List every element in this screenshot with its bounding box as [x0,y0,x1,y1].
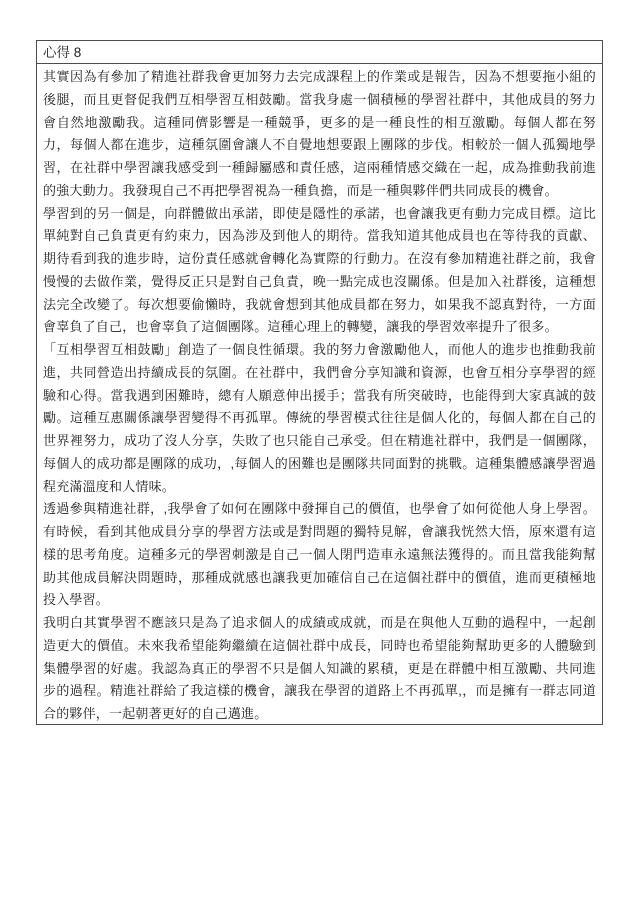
table-body-row [37,64,603,725]
paragraph-5: 我明白其實學習不應該只是為了追求個人的成績或成就，而是在與他人互動的過程中，一起創造更大的價值。未來我希望能夠繼續在這個社群中成長，同時也希望能夠幫助更多的人體驗到集體學習的好處。我認為真正的學習不只是個人知識的累積，更是在群體中相互激勵、共同進步的過程。精進社群給了我這樣的機會，讓我在學習的道路上不再孤單,，而是擁有一群志同道合的夥伴，一起朝著更好的自己邁進。 [43,615,596,721]
table-header-row [37,41,603,64]
section-title: 心得 8 [43,45,82,60]
table-body-cell [37,64,603,725]
reflection-table [36,40,603,725]
paragraph-2: 學習到的另一個是，向群體做出承諾，即使是隱性的承諾，也會讓我更有動力完成目標。這比單純對自己負責更有約束力，因為涉及到他人的期待。當我知道其他成員也在等待我的貢獻、期待看到我的進步時，這份責任感就會轉化為實際的行動力。在沒有參加精進社群之前，我會慢慢的去做作業，覺得反正只是對自己負責，晚一點完成也沒關係。但是加入社群後，這種想法完全改變了。每次想要偷懶時，我就會想到其他成員都在努力，如果我不認真對待，一方面會辜負了自己，也會辜負了這個團隊。這種心理上的轉變，讓我的學習效率提升了很多。 [43,205,596,335]
paragraph-4: 透過參與精進社群，,我學會了如何在團隊中發揮自己的價值，也學會了如何從他人身上學習。有時候，看到其他成員分享的學習方法或是對問題的獨特見解，會讓我恍然大悟，原來還有這樣的思考角度。這種多元的學習刺激是自己一個人閉門造車永遠無法獲得的。而且當我能夠幫助其他成員解決問題時，那種成就感也讓我更加確信自己在這個社群中的價值，進而更積極地投入學習。 [43,501,596,608]
paragraph-1: 其實因為有參加了精進社群我會更加努力去完成課程上的作業或是報告，因為不想要拖小組的後腿，而且更督促我們互相學習互相鼓勵。當我身處一個積極的學習社群中，其他成員的努力會自然地激勵我。這種同儕影響是一種競爭，更多的是一種良性的相互激勵。每個人都在努力，每個人都在進步，這種氛圍會讓人不自覺地想要跟上團隊的步伐。相較於一個人孤獨地學習，在社群中學習讓我感受到一種歸屬感和責任感，這兩種情感交織在一起，成為推動我前進的強大動力。我發現自己不再把學習視為一種負擔，而是一種與夥伴們共同成長的機會。 [43,69,596,198]
table-header-cell [37,41,603,64]
paragraph-3: 「互相學習互相鼓勵」創造了一個良性循環。我的努力會激勵他人，而他人的進步也推動我前進，共同營造出持續成長的氛圍。在社群中，我們會分享知識和資源，也會互相分享學習的經驗和心得。當我遇到困難時，總有人願意伸出援手；當我有所突破時，也能得到大家真誠的鼓勵。這種互惠關係讓學習變得不再孤單。傳統的學習模式往往是個人化的，每個人都在自己的世界裡努力，成功了沒人分享，失敗了也只能自己承受。但在精進社群中，我們是一個團隊，每個人的成功都是團隊的成功，,每個人的困難也是團隊共同面對的挑戰。這種集體感讓學習過程充滿溫度和人情味。 [43,342,596,494]
reflection-text-block [37,64,602,724]
